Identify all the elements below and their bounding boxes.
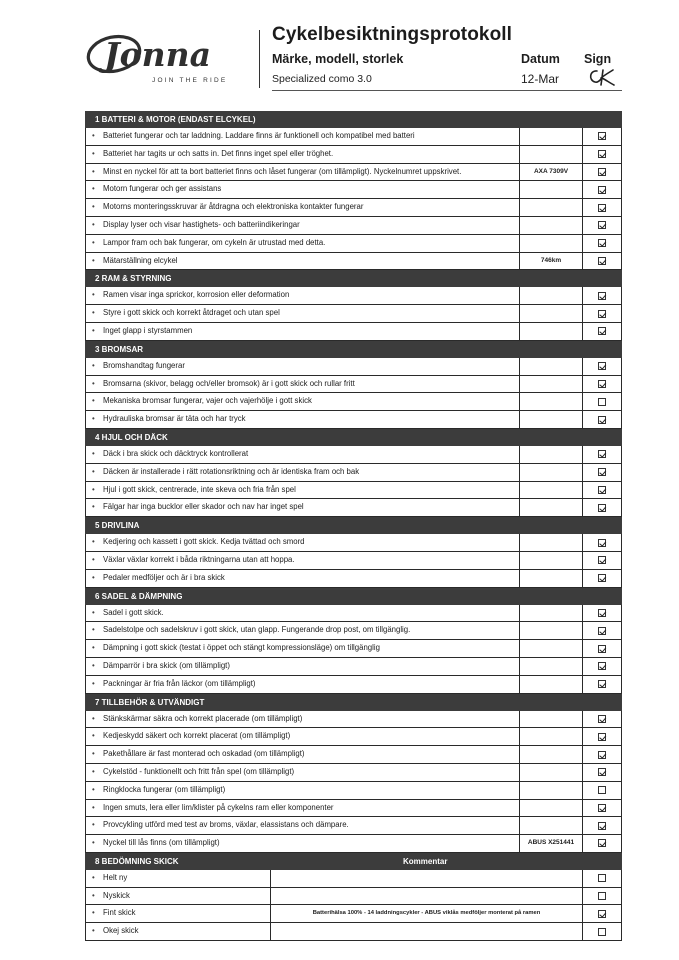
checklist-item <box>86 323 520 340</box>
checklist-item <box>86 164 520 181</box>
checklist-note <box>520 764 583 781</box>
bullet-icon: • <box>92 502 95 512</box>
checklist-row <box>85 622 622 640</box>
checklist-item <box>86 800 520 817</box>
checkbox-cell <box>583 358 621 375</box>
checklist-row <box>85 658 622 676</box>
section-header: 1 BATTERI & MOTOR (ENDAST ELCYKEL) <box>85 111 622 128</box>
checkbox-cell <box>583 181 621 198</box>
checklist-row <box>85 411 622 429</box>
checklist-note <box>520 728 583 745</box>
bullet-icon: • <box>92 414 95 424</box>
checklist-item <box>86 499 520 516</box>
bullet-icon: • <box>92 308 95 318</box>
section-header: 4 HJUL OCH DÄCK <box>85 429 622 446</box>
assessment-option <box>86 905 271 922</box>
checkbox[interactable] <box>598 239 606 247</box>
checklist-note <box>520 181 583 198</box>
checkbox[interactable] <box>598 504 606 512</box>
checklist-item-text: Inget glapp i styrstammen <box>103 325 193 335</box>
checklist-note: 746km <box>520 253 583 270</box>
checklist-note <box>520 199 583 216</box>
bullet-icon: • <box>92 396 95 406</box>
checkbox[interactable] <box>598 556 606 564</box>
checkbox-cell <box>583 728 621 745</box>
assessment-label: Fint skick <box>103 908 136 918</box>
checkbox-cell <box>583 393 621 410</box>
assessment-option <box>86 870 271 887</box>
checklist-note <box>520 640 583 657</box>
checkbox-cell <box>583 570 621 587</box>
checklist-note <box>520 676 583 693</box>
checklist-item <box>86 146 520 163</box>
checklist-table <box>85 111 622 941</box>
assessment-label: Nyskick <box>103 890 130 900</box>
checkbox[interactable] <box>598 804 606 812</box>
bullet-icon: • <box>92 838 95 848</box>
checkbox[interactable] <box>598 327 606 335</box>
checklist-item <box>86 782 520 799</box>
checklist-row <box>85 305 622 323</box>
checklist-item <box>86 676 520 693</box>
checklist-note <box>520 146 583 163</box>
checkbox-cell <box>583 923 621 940</box>
checklist-note <box>520 658 583 675</box>
checkbox-cell <box>583 164 621 181</box>
checkbox-cell <box>583 800 621 817</box>
checklist-note: ABUS X251441 <box>520 835 583 852</box>
bullet-icon: • <box>92 784 95 794</box>
checklist-item-text: Minst en nyckel för att ta bort batteriet finns och låset fungerar (om tillämpligt). Nyckelnumret uppskrivet. <box>103 166 462 176</box>
checkbox-cell <box>583 622 621 639</box>
checklist-note <box>520 552 583 569</box>
checklist-row <box>85 482 622 500</box>
section-header: 2 RAM & STYRNING <box>85 270 622 287</box>
checklist-row <box>85 605 622 623</box>
checklist-note <box>520 482 583 499</box>
signature-icon <box>586 66 618 88</box>
bullet-icon: • <box>92 131 95 140</box>
checklist-item-text: Motorns monteringsskruvar är åtdragna och elektroniska kontakter fungerar <box>103 202 364 212</box>
checkbox-cell <box>583 552 621 569</box>
checklist-item <box>86 287 520 304</box>
bullet-icon: • <box>92 731 95 741</box>
checklist-row <box>85 676 622 694</box>
checklist-item-text: Sadelstolpe och sadelskruv i gott skick, utan glapp. Fungerande drop post, om tillgänglig. <box>103 625 411 635</box>
checklist-item <box>86 253 520 270</box>
checklist-item <box>86 199 520 216</box>
checklist-item-text: Display lyser och visar hastighets- och batteriindikeringar <box>103 219 300 229</box>
assessment-option <box>86 888 271 905</box>
checkbox[interactable] <box>598 768 606 776</box>
checklist-item <box>86 622 520 639</box>
checkbox[interactable] <box>598 874 606 882</box>
checklist-note <box>520 446 583 463</box>
bullet-icon: • <box>92 872 95 882</box>
section-header: 3 BROMSAR <box>85 341 622 358</box>
bullet-icon: • <box>92 237 95 247</box>
section-header: 7 TILLBEHÖR & UTVÄNDIGT <box>85 694 622 711</box>
checkbox-cell <box>583 146 621 163</box>
bullet-icon: • <box>92 255 95 265</box>
bullet-icon: • <box>92 890 95 900</box>
bullet-icon: • <box>92 554 95 564</box>
checkbox[interactable] <box>598 733 606 741</box>
checklist-item <box>86 570 520 587</box>
checkbox-cell <box>583 888 621 905</box>
section-header <box>85 853 622 870</box>
checkbox[interactable] <box>598 292 606 300</box>
bullet-icon: • <box>92 484 95 494</box>
checklist-note <box>520 235 583 252</box>
checkbox-cell <box>583 217 621 234</box>
bullet-icon: • <box>92 820 95 830</box>
checkbox[interactable] <box>598 645 606 653</box>
checklist-row <box>85 393 622 411</box>
checkbox-cell <box>583 764 621 781</box>
bullet-icon: • <box>92 607 95 617</box>
checklist-note <box>520 411 583 428</box>
checklist-row <box>85 358 622 376</box>
section-header: 6 SADEL & DÄMPNING <box>85 588 622 605</box>
assessment-label: Helt ny <box>103 872 128 882</box>
checklist-item <box>86 552 520 569</box>
checklist-row <box>85 746 622 764</box>
checkbox[interactable] <box>598 186 606 194</box>
checklist-item-text: Ringklocka fungerar (om tillämpligt) <box>103 784 226 794</box>
checklist-note <box>520 128 583 145</box>
checklist-item-text: Nyckel till lås finns (om tillämpligt) <box>103 838 220 848</box>
checklist-note <box>520 711 583 728</box>
checkbox-cell <box>583 782 621 799</box>
checkbox-cell <box>583 305 621 322</box>
checkbox[interactable] <box>598 221 606 229</box>
bullet-icon: • <box>92 466 95 476</box>
checkbox[interactable] <box>598 486 606 494</box>
checkbox-cell <box>583 411 621 428</box>
bullet-icon: • <box>92 926 95 936</box>
checkbox[interactable] <box>598 132 606 140</box>
checkbox-cell <box>583 905 621 922</box>
bullet-icon: • <box>92 448 95 458</box>
checkbox[interactable] <box>598 627 606 635</box>
checkbox-cell <box>583 499 621 516</box>
checklist-row <box>85 534 622 552</box>
checklist-row <box>85 287 622 305</box>
model-label: Märke, modell, storlek <box>272 52 404 66</box>
checkbox[interactable] <box>598 310 606 318</box>
checklist-row <box>85 764 622 782</box>
bullet-icon: • <box>92 360 95 370</box>
checkbox[interactable] <box>598 257 606 265</box>
checklist-item-text: Pakethållare är fast monterad och oskadad (om tillämpligt) <box>103 749 305 759</box>
checklist-item <box>86 605 520 622</box>
bullet-icon: • <box>92 219 95 229</box>
checklist-item <box>86 305 520 322</box>
checkbox-cell <box>583 323 621 340</box>
checklist-row <box>85 552 622 570</box>
bullet-icon: • <box>92 660 95 670</box>
checkbox-cell <box>583 870 621 887</box>
checklist-note <box>520 605 583 622</box>
checklist-item-text: Kedjering och kassett i gott skick. Kedja tvättad och smord <box>103 537 305 547</box>
bullet-icon: • <box>92 749 95 759</box>
checkbox[interactable] <box>598 751 606 759</box>
checklist-item-text: Bromsarna (skivor, belagg och/eller bromsok) är i gott skick och rullar fritt <box>103 378 355 388</box>
date-label: Datum <box>521 52 560 66</box>
checklist-item-text: Bromshandtag fungerar <box>103 360 185 370</box>
assessment-label: Okej skick <box>103 926 139 936</box>
bullet-icon: • <box>92 802 95 812</box>
checklist-item <box>86 393 520 410</box>
checkbox[interactable] <box>598 468 606 476</box>
assessment-comment <box>271 870 583 887</box>
checklist-item <box>86 181 520 198</box>
checklist-item <box>86 746 520 763</box>
checklist-row <box>85 464 622 482</box>
svg-text:JOIN THE RIDE: JOIN THE RIDE <box>152 77 228 84</box>
checklist-item <box>86 711 520 728</box>
section-title: 8 BEDÖMNING SKICK <box>95 856 179 866</box>
bullet-icon: • <box>92 625 95 635</box>
checklist-note <box>520 782 583 799</box>
checklist-item-text: Motorn fungerar och ger assistans <box>103 184 222 194</box>
header-rule <box>272 90 622 91</box>
checklist-item <box>86 534 520 551</box>
section-header: 5 DRIVLINA <box>85 517 622 534</box>
checklist-item-text: Dämpning i gott skick (testat i öppet och stängt kompressionsläge) om tillgänglig <box>103 643 380 653</box>
checklist-note <box>520 817 583 834</box>
checklist-item-text: Batteriet har tagits ur och satts in. Det finns inget spel eller tröghet. <box>103 148 334 158</box>
checklist-row <box>85 640 622 658</box>
header-divider <box>259 30 260 88</box>
checklist-note <box>520 746 583 763</box>
checklist-item-text: Provcykling utförd med test av broms, växlar, elassistans och dämpare. <box>103 820 349 830</box>
assessment-comment <box>271 888 583 905</box>
assessment-option <box>86 923 271 940</box>
checkbox[interactable] <box>598 892 606 900</box>
bullet-icon: • <box>92 202 95 212</box>
checklist-item <box>86 658 520 675</box>
checkbox-cell <box>583 464 621 481</box>
checklist-row <box>85 782 622 800</box>
checklist-row <box>85 446 622 464</box>
checklist-row <box>85 164 622 182</box>
checklist-item-text: Stänkskärmar säkra och korrekt placerade (om tillämpligt) <box>103 713 303 723</box>
checkbox[interactable] <box>598 928 606 936</box>
assessment-comment <box>271 923 583 940</box>
checklist-item-text: Lampor fram och bak fungerar, om cykeln är utrustad med detta. <box>103 237 326 247</box>
checklist-item-text: Styre i gott skick och korrekt åtdraget och utan spel <box>103 308 280 318</box>
checkbox-cell <box>583 534 621 551</box>
checklist-item <box>86 235 520 252</box>
bullet-icon: • <box>92 184 95 194</box>
checklist-item <box>86 217 520 234</box>
checklist-item <box>86 358 520 375</box>
checklist-item <box>86 128 520 145</box>
bullet-icon: • <box>92 713 95 723</box>
bullet-icon: • <box>92 643 95 653</box>
checkbox[interactable] <box>598 204 606 212</box>
checklist-note <box>520 800 583 817</box>
checklist-item <box>86 464 520 481</box>
checkbox[interactable] <box>598 416 606 424</box>
checklist-row <box>85 570 622 588</box>
assessment-row <box>85 905 622 923</box>
bullet-icon: • <box>92 148 95 158</box>
checkbox-cell <box>583 128 621 145</box>
checkbox-cell <box>583 640 621 657</box>
checklist-item-text: Ingen smuts, lera eller lim/klister på cykelns ram eller komponenter <box>103 802 334 812</box>
checklist-note <box>520 499 583 516</box>
checklist-item-text: Däck i bra skick och däcktryck kontrollerat <box>103 448 249 458</box>
checkbox-cell <box>583 711 621 728</box>
checklist-item-text: Däcken är installerade i rätt rotationsriktning och är identiska fram och bak <box>103 466 360 476</box>
checklist-item <box>86 835 520 852</box>
checklist-note <box>520 323 583 340</box>
checklist-item <box>86 446 520 463</box>
checkbox-cell <box>583 376 621 393</box>
checklist-note <box>520 570 583 587</box>
checkbox-cell <box>583 817 621 834</box>
checklist-row <box>85 817 622 835</box>
checklist-item <box>86 817 520 834</box>
checklist-note: AXA 7309V <box>520 164 583 181</box>
checklist-row <box>85 235 622 253</box>
document-title: Cykelbesiktningsprotokoll <box>272 24 513 45</box>
checklist-item <box>86 482 520 499</box>
checklist-item-text: Packningar är fria från läckor (om tillämpligt) <box>103 678 256 688</box>
checklist-item-text: Kedjeskydd säkert och korrekt placerat (om tillämpligt) <box>103 731 291 741</box>
checklist-item-text: Dämparrör i bra skick (om tillämpligt) <box>103 660 230 670</box>
checkbox-cell <box>583 658 621 675</box>
checkbox-cell <box>583 235 621 252</box>
checkbox-cell <box>583 835 621 852</box>
checklist-note <box>520 622 583 639</box>
bullet-icon: • <box>92 572 95 582</box>
checklist-row <box>85 800 622 818</box>
checklist-note <box>520 287 583 304</box>
checkbox[interactable] <box>598 574 606 582</box>
checklist-item-text: Mätarställning elcykel <box>103 255 178 265</box>
checklist-row <box>85 376 622 394</box>
checklist-row <box>85 728 622 746</box>
checklist-row <box>85 217 622 235</box>
checkbox[interactable] <box>598 609 606 617</box>
checkbox-cell <box>583 199 621 216</box>
bullet-icon: • <box>92 908 95 918</box>
checklist-item-text: Sadel i gott skick. <box>103 607 164 617</box>
checkbox-cell <box>583 446 621 463</box>
checklist-note <box>520 376 583 393</box>
checkbox[interactable] <box>598 839 606 847</box>
assessment-row <box>85 923 622 941</box>
checkbox[interactable] <box>598 380 606 388</box>
checklist-row <box>85 711 622 729</box>
svg-text:Jonna: Jonna <box>104 35 211 74</box>
checkbox-cell <box>583 287 621 304</box>
checklist-row <box>85 835 622 853</box>
checklist-item-text: Fälgar har inga bucklor eller skador och nav har inget spel <box>103 502 304 512</box>
checklist-note <box>520 305 583 322</box>
bullet-icon: • <box>92 378 95 388</box>
assessment-row <box>85 870 622 888</box>
checklist-item-text: Växlar växlar korrekt i båda riktningarna utan att hoppa. <box>103 554 295 564</box>
checklist-item-text: Batteriet fungerar och tar laddning. Laddare finns är funktionell och kompatibel med batteri <box>103 131 415 140</box>
assessment-comment: Batterihälsa 100% - 14 laddningscykler - ABUS viklås medföljer monterat på ramen <box>271 905 583 922</box>
bullet-icon: • <box>92 166 95 176</box>
checkbox-cell <box>583 676 621 693</box>
checkbox[interactable] <box>598 822 606 830</box>
checkbox[interactable] <box>598 168 606 176</box>
checkbox[interactable] <box>598 910 606 918</box>
jonna-logo <box>84 26 254 86</box>
checklist-row <box>85 199 622 217</box>
checklist-note <box>520 464 583 481</box>
checklist-item <box>86 411 520 428</box>
checklist-item <box>86 764 520 781</box>
checklist-item-text: Hjul i gott skick, centrerade, inte skeva och fria från spel <box>103 484 296 494</box>
checklist-row <box>85 128 622 146</box>
checklist-row <box>85 499 622 517</box>
checkbox[interactable] <box>598 150 606 158</box>
model-value: Specialized como 3.0 <box>272 73 372 85</box>
bullet-icon: • <box>92 325 95 335</box>
checklist-row <box>85 181 622 199</box>
checkbox-cell <box>583 253 621 270</box>
checklist-item <box>86 640 520 657</box>
assessment-row <box>85 888 622 906</box>
checklist-item-text: Ramen visar inga sprickor, korrosion eller deformation <box>103 290 290 300</box>
checkbox[interactable] <box>598 680 606 688</box>
bullet-icon: • <box>92 537 95 547</box>
sign-label: Sign <box>584 52 612 66</box>
checkbox[interactable] <box>598 715 606 723</box>
checklist-item-text: Pedaler medföljer och är i bra skick <box>103 572 225 582</box>
checkbox-cell <box>583 605 621 622</box>
checklist-note <box>520 358 583 375</box>
checklist-item-text: Mekaniska bromsar fungerar, vajer och vajerhölje i gott skick <box>103 396 312 406</box>
checkbox[interactable] <box>598 362 606 370</box>
checkbox[interactable] <box>598 662 606 670</box>
checklist-item <box>86 728 520 745</box>
checklist-row <box>85 323 622 341</box>
checklist-item <box>86 376 520 393</box>
date-value: 12-Mar <box>521 72 560 86</box>
comment-header: Kommentar <box>403 856 448 866</box>
checklist-item-text: Hydrauliska bromsar är täta och har tryck <box>103 414 246 424</box>
bullet-icon: • <box>92 290 95 300</box>
bullet-icon: • <box>92 678 95 688</box>
checklist-row <box>85 146 622 164</box>
checkbox[interactable] <box>598 539 606 547</box>
checklist-item-text: Cykelstöd - funktionellt och fritt från spel (om tillämpligt) <box>103 766 295 776</box>
bullet-icon: • <box>92 766 95 776</box>
checklist-row <box>85 253 622 271</box>
checklist-note <box>520 217 583 234</box>
checkbox[interactable] <box>598 398 606 406</box>
checklist-note <box>520 393 583 410</box>
checkbox-cell <box>583 746 621 763</box>
checkbox[interactable] <box>598 450 606 458</box>
checklist-note <box>520 534 583 551</box>
checkbox[interactable] <box>598 786 606 794</box>
checkbox-cell <box>583 482 621 499</box>
